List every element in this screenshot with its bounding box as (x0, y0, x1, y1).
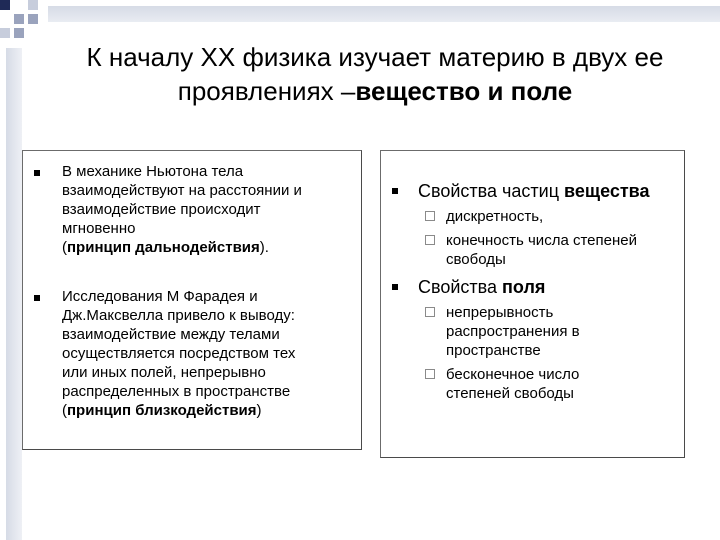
slide-title (30, 40, 720, 108)
title-line-2: проявлениях –вещество и поле (177, 76, 573, 106)
left-decor-bar (6, 48, 22, 540)
sub-item-infinite-dof: бесконечное число степеней свободы (446, 366, 580, 402)
checkbox-bullet-icon (425, 307, 435, 317)
right-item-field: Свойства поля (418, 277, 546, 297)
deco-square (0, 0, 10, 10)
bullet-icon (392, 284, 398, 290)
left-item-newton: В механике Ньютона тела взаимодействуют на расстоянии и взаимодействие происходит мгновенно (принцип дальнодействия). (62, 163, 302, 256)
deco-square (0, 28, 10, 38)
right-item-matter: Свойства частиц вещества (418, 181, 650, 201)
left-item-faraday: Исследования М Фарадея и Дж.Максвелла привело к выводу: взаимодействие между телами осуществляется посредством тех или иных полей, непрерывно распределенных в пространстве (принцип близкодействия) (62, 288, 296, 419)
deco-square (14, 14, 24, 24)
sub-item-continuity: непрерывность распространения в пространстве (446, 304, 580, 359)
deco-square (28, 0, 38, 10)
checkbox-bullet-icon (425, 369, 435, 379)
deco-square (14, 28, 24, 38)
sub-item-finite-dof: конечность числа степеней свободы (446, 232, 637, 268)
checkbox-bullet-icon (425, 211, 435, 221)
sub-item-discreteness: дискретность, (446, 208, 544, 225)
title-line-1: К началу XX физика изучает материю в двух ее (86, 42, 664, 72)
deco-square (28, 14, 38, 24)
bullet-icon (392, 188, 398, 194)
checkbox-bullet-icon (425, 235, 435, 245)
bullet-icon (34, 170, 40, 176)
top-decor-bar (48, 6, 720, 22)
bullet-icon (34, 295, 40, 301)
